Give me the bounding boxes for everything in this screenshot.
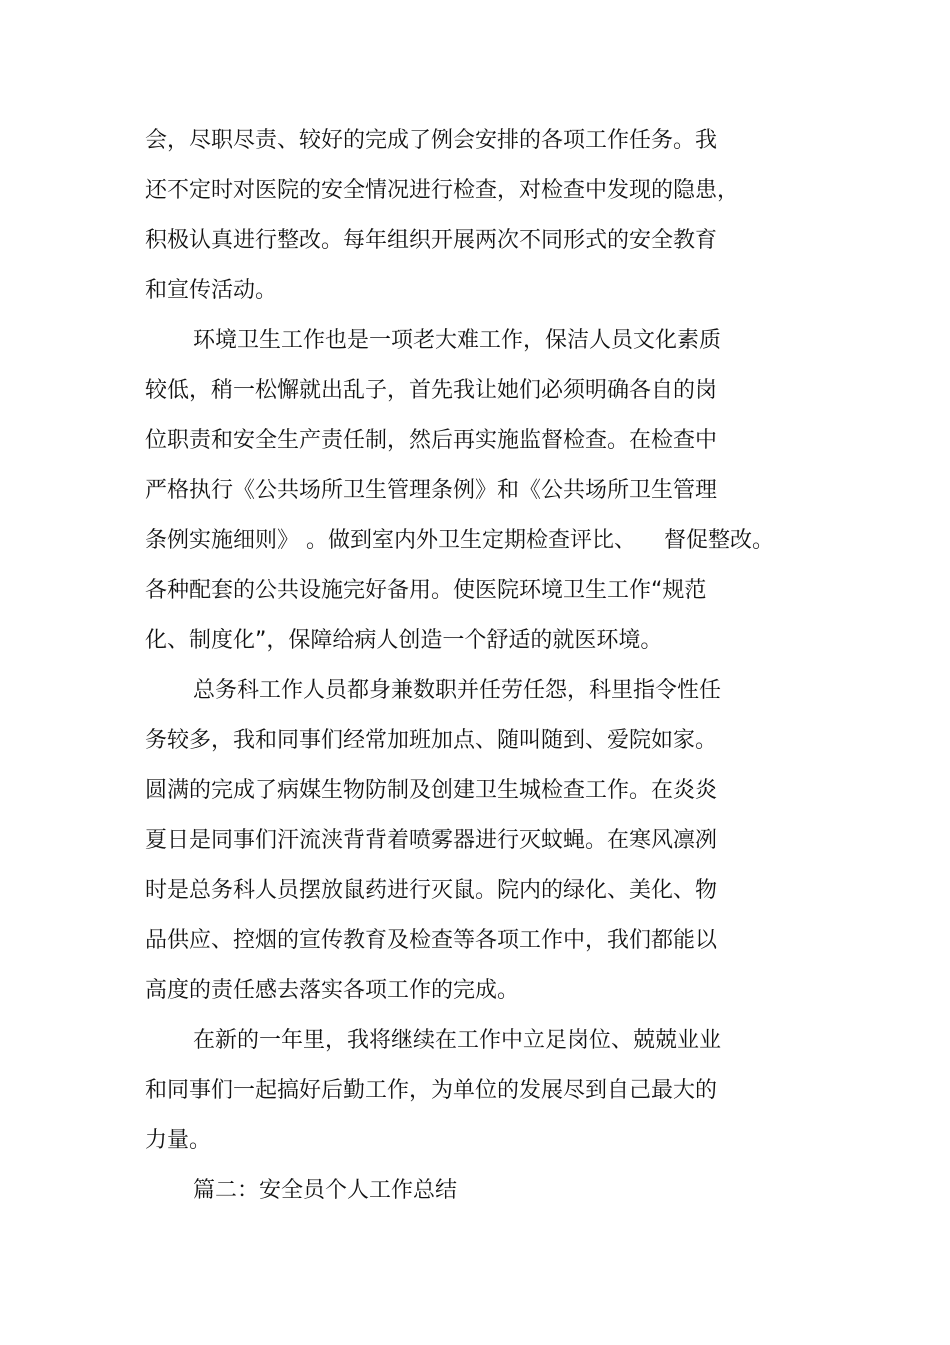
text-line: 位职责和安全生产责任制，然后再实施监督检查。在检查中 <box>145 428 718 453</box>
text-line: 各种配套的公共设施完好备用。使医院环境卫生工作“规范 <box>145 578 707 603</box>
section-heading: 篇二：安全员个人工作总结 <box>193 1178 458 1203</box>
text-line: 夏日是同事们汗流浃背背着喷雾器进行灭蚊蝇。在寒风凛冽 <box>145 828 718 853</box>
text-line: 较低，稍一松懈就出乱子，首先我让她们必须明确各自的岗 <box>145 378 718 403</box>
text-line: 和宣传活动。 <box>145 278 278 303</box>
text-line: 条例实施细则》 。做到室内外卫生定期检查评比、 督促整改。 <box>145 528 774 553</box>
text-line: 时是总务科人员摆放鼠药进行灭鼠。院内的绿化、美化、物 <box>145 878 718 903</box>
text-line: 会，尽职尽责、较好的完成了例会安排的各项工作任务。我 <box>145 128 718 153</box>
paragraph-start-line: 环境卫生工作也是一项老大难工作，保洁人员文化素质 <box>193 328 722 353</box>
paragraph-start-line: 总务科工作人员都身兼数职并任劳任怨，科里指令性任 <box>193 678 722 703</box>
text-line: 和同事们一起搞好后勤工作，为单位的发展尽到自己最大的 <box>145 1078 718 1103</box>
text-line: 圆满的完成了病媒生物防制及创建卫生城检查工作。在炎炎 <box>145 778 718 803</box>
text-line: 还不定时对医院的安全情况进行检查，对检查中发现的隐患， <box>145 178 740 203</box>
text-line: 高度的责任感去落实各项工作的完成。 <box>145 978 520 1003</box>
text-line: 务较多，我和同事们经常加班加点、随叫随到、爱院如家。 <box>145 728 718 753</box>
text-line: 化、制度化”，保障给病人创造一个舒适的就医环境。 <box>145 628 663 653</box>
text-line: 积极认真进行整改。每年组织开展两次不同形式的安全教育 <box>145 228 718 253</box>
paragraph-start-line: 在新的一年里，我将继续在工作中立足岗位、兢兢业业 <box>193 1028 722 1053</box>
text-line: 品供应、控烟的宣传教育及检查等各项工作中，我们都能以 <box>145 928 718 953</box>
text-line: 力量。 <box>145 1128 212 1153</box>
text-line: 严格执行《公共场所卫生管理条例》和《公共场所卫生管理 <box>145 478 718 503</box>
